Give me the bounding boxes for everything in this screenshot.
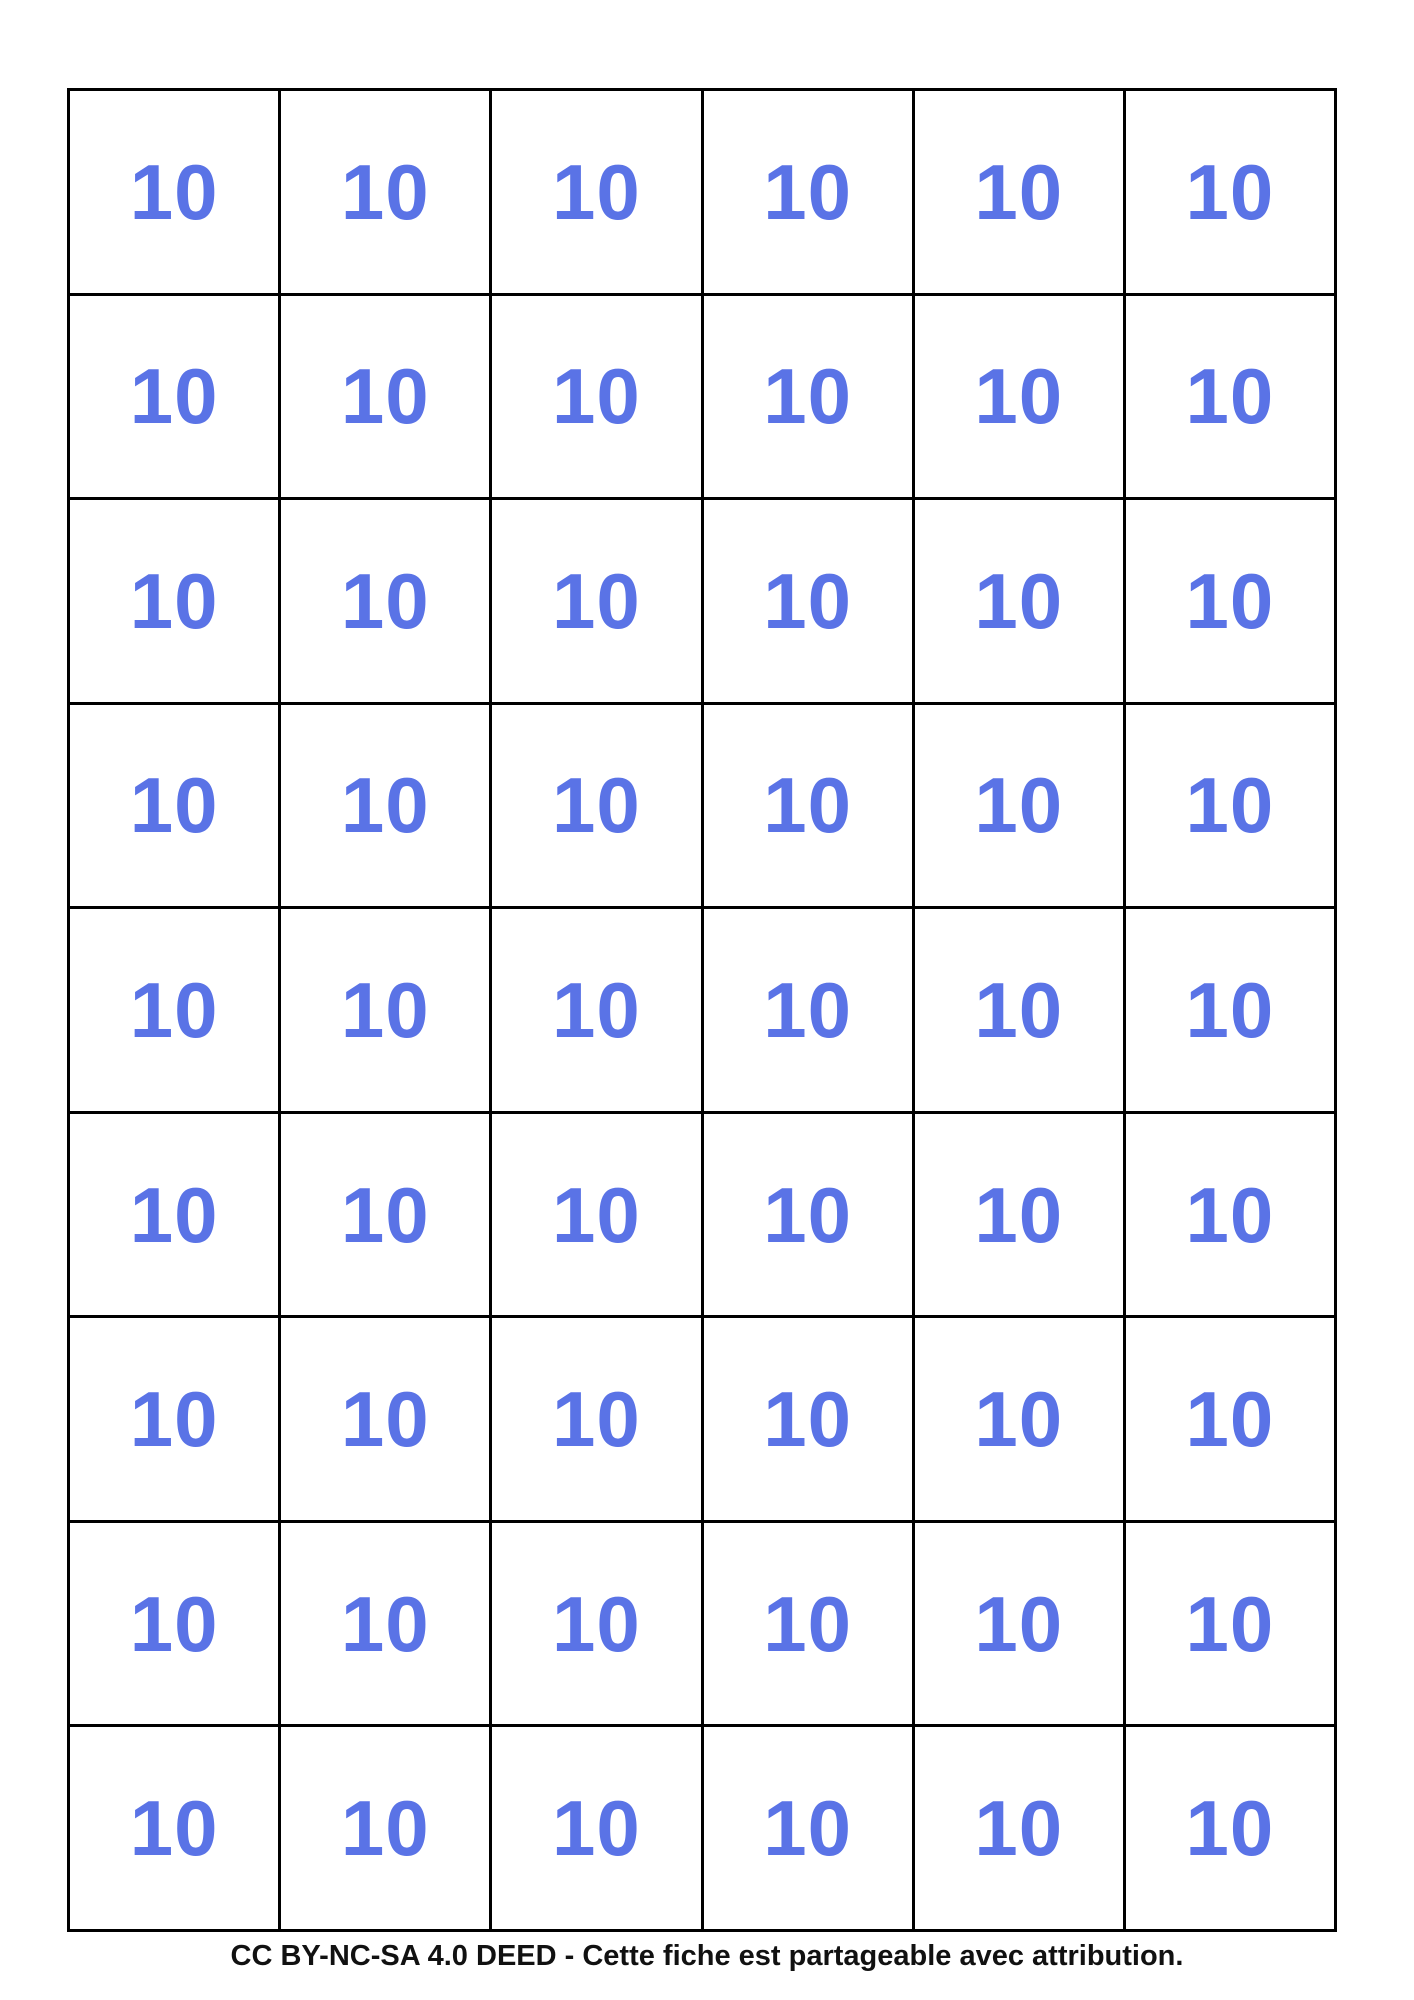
cell-number: 10 — [1185, 352, 1275, 441]
cell-number: 10 — [340, 556, 430, 645]
grid-cell — [70, 500, 278, 702]
cell-number: 10 — [129, 147, 219, 236]
grid-cell — [281, 500, 489, 702]
cell-number: 10 — [974, 1579, 1064, 1668]
cell-number: 10 — [552, 352, 641, 441]
grid-cell — [704, 705, 912, 907]
cell-number: 10 — [340, 1784, 430, 1873]
grid-cell — [70, 1523, 278, 1725]
cell-number: 10 — [974, 1784, 1064, 1873]
grid-cell — [70, 91, 278, 293]
grid-cell — [1126, 1318, 1334, 1520]
cell-number: 10 — [1185, 1579, 1275, 1668]
grid-cell — [492, 296, 700, 498]
grid-cell — [281, 1727, 489, 1929]
grid-cell — [704, 1114, 912, 1316]
cell-number: 10 — [129, 1784, 219, 1873]
cell-number: 10 — [763, 965, 852, 1054]
cell-number: 10 — [1185, 1170, 1275, 1259]
cell-number: 10 — [974, 147, 1064, 236]
cell-number: 10 — [129, 965, 219, 1054]
grid-cell — [704, 909, 912, 1111]
cell-number: 10 — [1185, 761, 1275, 850]
cell-number: 10 — [340, 352, 430, 441]
cell-number: 10 — [552, 761, 641, 850]
cell-number: 10 — [552, 1375, 641, 1464]
cell-number: 10 — [129, 1170, 219, 1259]
cell-number: 10 — [552, 556, 641, 645]
cell-number: 10 — [129, 1579, 219, 1668]
grid-cell — [915, 705, 1123, 907]
cell-number: 10 — [340, 965, 430, 1054]
cell-number: 10 — [340, 1375, 430, 1464]
cell-number: 10 — [552, 1784, 641, 1873]
cell-number: 10 — [974, 556, 1064, 645]
grid-cell — [281, 705, 489, 907]
grid-cell — [704, 91, 912, 293]
cell-number: 10 — [552, 1170, 641, 1259]
grid-cell — [915, 1727, 1123, 1929]
grid-cell — [281, 909, 489, 1111]
grid-cell — [704, 1523, 912, 1725]
cell-number: 10 — [763, 1579, 852, 1668]
cell-number: 10 — [763, 147, 852, 236]
cell-number: 10 — [340, 147, 430, 236]
grid-cell — [492, 1523, 700, 1725]
grid-cell — [915, 1523, 1123, 1725]
grid-cell — [70, 296, 278, 498]
grid-cell — [915, 1318, 1123, 1520]
grid-cell — [915, 500, 1123, 702]
grid-cell — [70, 1318, 278, 1520]
cell-number: 10 — [1185, 556, 1275, 645]
grid-cell — [915, 909, 1123, 1111]
cell-number: 10 — [340, 1579, 430, 1668]
cell-number: 10 — [974, 1375, 1064, 1464]
grid-cell — [492, 91, 700, 293]
grid-cell — [70, 1727, 278, 1929]
cell-number: 10 — [974, 965, 1064, 1054]
cell-number: 10 — [763, 352, 852, 441]
grid-cell — [915, 296, 1123, 498]
number-grid — [67, 88, 1337, 1932]
grid-cell — [281, 1114, 489, 1316]
grid-cell — [1126, 91, 1334, 293]
cell-number: 10 — [763, 761, 852, 850]
grid-cell — [915, 91, 1123, 293]
cell-number: 10 — [763, 1375, 852, 1464]
cell-number: 10 — [552, 147, 641, 236]
grid-cell — [492, 1318, 700, 1520]
cell-number: 10 — [129, 352, 219, 441]
cell-number: 10 — [340, 1170, 430, 1259]
grid-cell — [1126, 1114, 1334, 1316]
grid-cell — [281, 1523, 489, 1725]
grid-cell — [281, 1318, 489, 1520]
cell-number: 10 — [552, 965, 641, 1054]
grid-cell — [492, 1727, 700, 1929]
grid-cell — [1126, 1727, 1334, 1929]
grid-cell — [70, 705, 278, 907]
grid-cell — [492, 1114, 700, 1316]
cell-number: 10 — [1185, 1784, 1275, 1873]
grid-cell — [70, 909, 278, 1111]
grid-cell — [1126, 1523, 1334, 1725]
cell-number: 10 — [763, 1784, 852, 1873]
cell-number: 10 — [974, 761, 1064, 850]
cell-number: 10 — [129, 1375, 219, 1464]
grid-cell — [1126, 500, 1334, 702]
grid-cell — [492, 705, 700, 907]
grid-cell — [915, 1114, 1123, 1316]
grid-cell — [704, 296, 912, 498]
grid-cell — [1126, 909, 1334, 1111]
cell-number: 10 — [974, 352, 1064, 441]
cell-number: 10 — [552, 1579, 641, 1668]
cell-number: 10 — [1185, 1375, 1275, 1464]
grid-cell — [704, 1318, 912, 1520]
grid-cell — [1126, 705, 1334, 907]
grid-cell — [281, 91, 489, 293]
cell-number: 10 — [129, 761, 219, 850]
cell-number: 10 — [1185, 965, 1275, 1054]
grid-cell — [492, 500, 700, 702]
grid-cell — [281, 296, 489, 498]
cell-number: 10 — [340, 761, 430, 850]
cell-number: 10 — [129, 556, 219, 645]
cell-number: 10 — [1185, 147, 1275, 236]
cell-number: 10 — [974, 1170, 1064, 1259]
grid-cell — [492, 909, 700, 1111]
grid-cell — [70, 1114, 278, 1316]
license-footer: CC BY-NC-SA 4.0 DEED - Cette fiche est partageable avec attribution. — [230, 1940, 1184, 1972]
grid-cell — [704, 1727, 912, 1929]
cell-number: 10 — [763, 556, 852, 645]
grid-cell — [704, 500, 912, 702]
cell-number: 10 — [763, 1170, 852, 1259]
grid-cell — [1126, 296, 1334, 498]
